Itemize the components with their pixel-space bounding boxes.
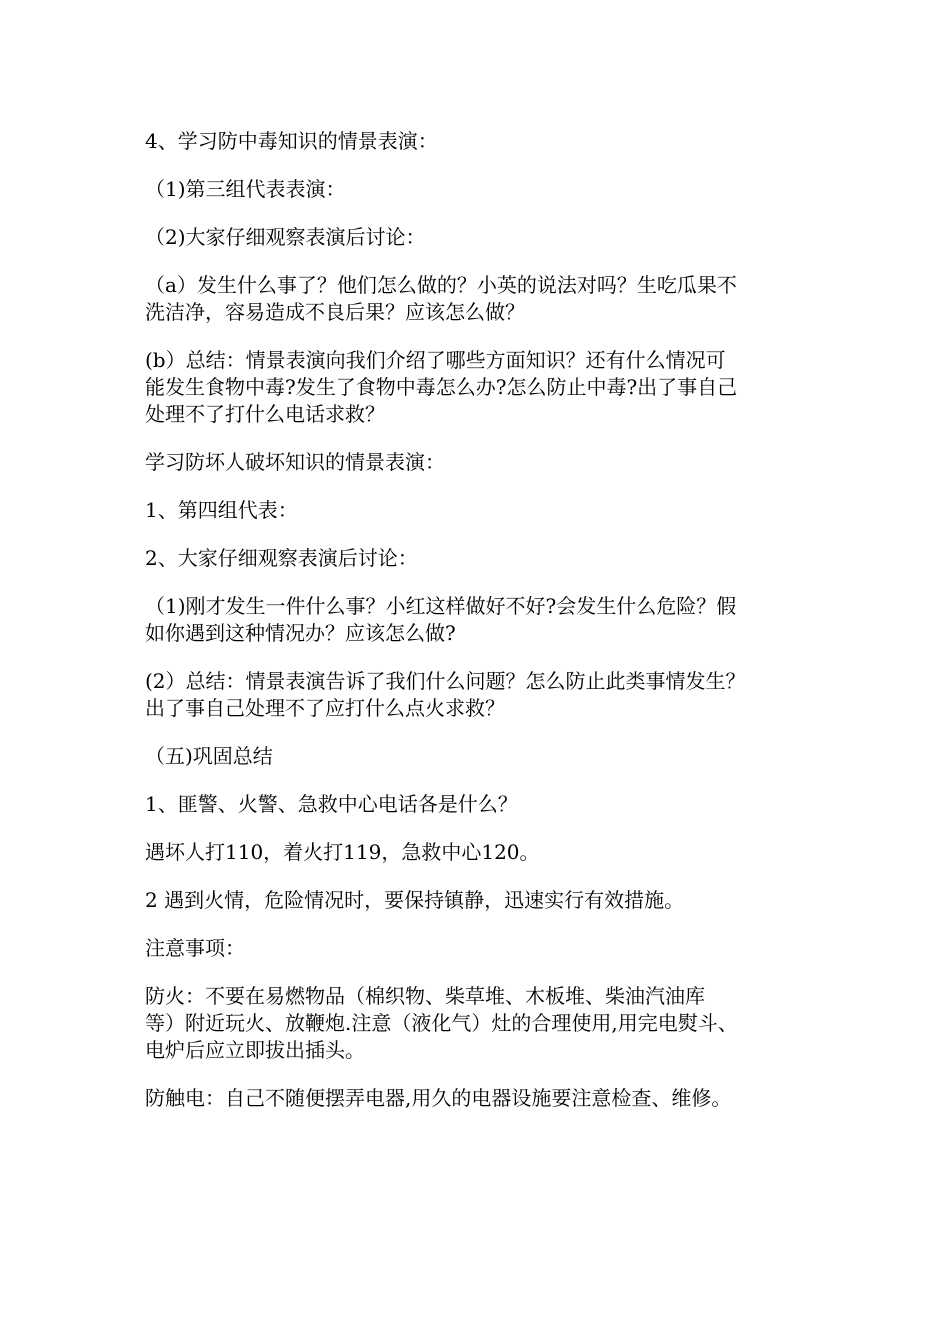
text-line: （2)大家仔细观察表演后讨论： [145, 225, 426, 249]
paragraph [145, 224, 820, 251]
text-line: 遇坏人打110，着火打119，急救中心120。 [145, 840, 540, 864]
text-line: 如你遇到这种情况办？应该怎么做? [145, 621, 456, 645]
text-line: 能发生食物中毒?发生了食物中毒怎么办?怎么防止中毒?出了事自己 [145, 375, 738, 399]
text-line: 2 遇到火情，危险情况时，要保持镇静，迅速实行有效措施。 [145, 888, 685, 912]
paragraph [145, 593, 820, 647]
paragraph [145, 545, 820, 572]
text-line: （1)刚才发生一件什么事？小红这样做好不好?会发生什么危险？假 [145, 594, 737, 618]
paragraph [145, 887, 820, 914]
text-line: (b）总结：情景表演向我们介绍了哪些方面知识？还有什么情况可 [145, 348, 726, 372]
paragraph [145, 128, 820, 155]
text-line: （五)巩固总结 [145, 744, 273, 768]
document-body [145, 128, 820, 1133]
paragraph [145, 176, 820, 203]
text-line: 防触电：自己不随便摆弄电器,用久的电器设施要注意检查、维修。 [145, 1086, 732, 1110]
text-line: （1)第三组代表表演： [145, 177, 346, 201]
text-line: 电炉后应立即拔出插头。 [145, 1038, 365, 1062]
paragraph [145, 935, 820, 962]
text-line: 注意事项： [145, 936, 245, 960]
text-line: (2）总结：情景表演告诉了我们什么问题？怎么防止此类事情发生？ [145, 669, 746, 693]
text-line: 处理不了打什么电话求救？ [145, 402, 385, 426]
text-line: 4、学习防中毒知识的情景表演： [145, 129, 438, 153]
paragraph [145, 839, 820, 866]
text-line: 出了事自己处理不了应打什么点火求救？ [145, 696, 505, 720]
paragraph [145, 1085, 820, 1112]
section-heading [145, 743, 820, 770]
text-line: （a）发生什么事了？他们怎么做的？小英的说法对吗？生吃瓜果不 [145, 273, 737, 297]
paragraph [145, 347, 820, 428]
text-line: 1、匪警、火警、急救中心电话各是什么？ [145, 792, 518, 816]
text-line: 学习防坏人破坏知识的情景表演： [145, 450, 445, 474]
paragraph [145, 791, 820, 818]
text-line: 防火：不要在易燃物品（棉织物、柴草堆、木板堆、柴油汽油库 [145, 984, 705, 1008]
text-line: 2、大家仔细观察表演后讨论： [145, 546, 418, 570]
text-line: 等）附近玩火、放鞭炮.注意（液化气）灶的合理使用,用完电熨斗、 [145, 1011, 738, 1035]
text-line: 洗洁净，容易造成不良后果？应该怎么做？ [145, 300, 525, 324]
paragraph [145, 449, 820, 476]
paragraph [145, 668, 820, 722]
paragraph [145, 983, 820, 1064]
paragraph [145, 272, 820, 326]
text-line: 1、第四组代表： [145, 498, 298, 522]
paragraph [145, 497, 820, 524]
